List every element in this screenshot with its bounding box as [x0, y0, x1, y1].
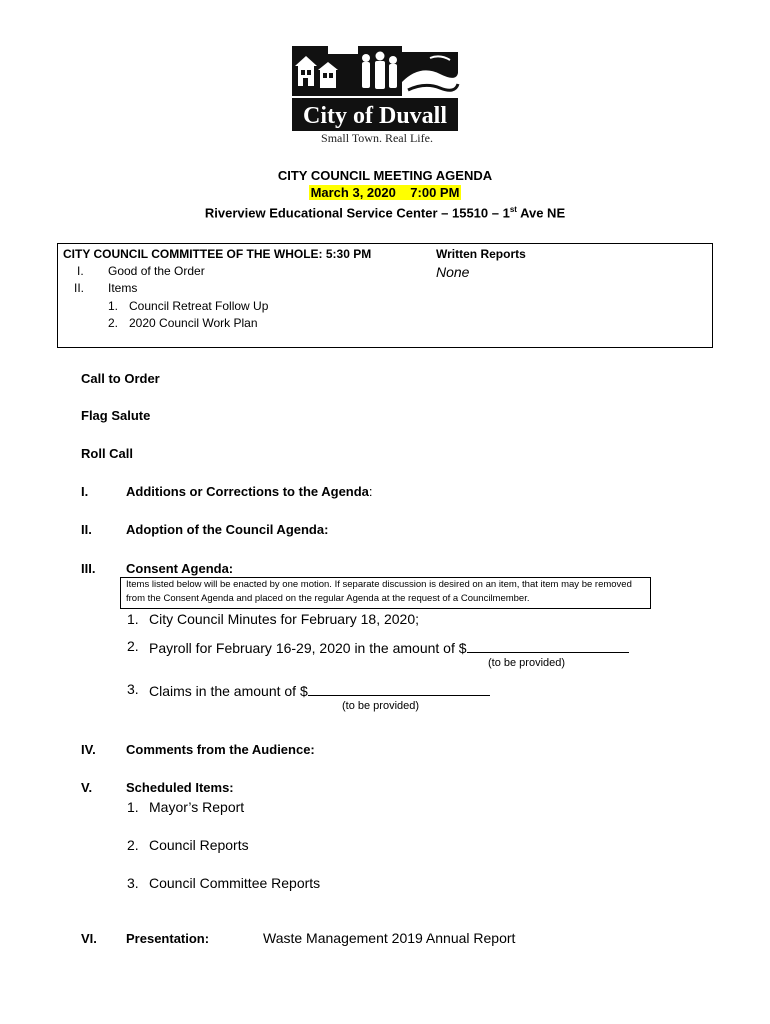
location-end: Ave NE [516, 205, 566, 221]
meeting-date: March 3, 2020 7:00 PM [310, 185, 460, 200]
section-number: III. [81, 561, 96, 576]
section-number: V. [81, 780, 93, 795]
consent-item-label: Payroll for February 16-29, 2020 in the amount of $ [149, 640, 467, 656]
written-reports-label: Written Reports [436, 247, 526, 261]
section-number: VI. [81, 931, 97, 946]
committee-subitem-num: 1. [108, 299, 119, 313]
city-skyline-graphic [290, 44, 462, 134]
scheduled-item-label: Mayor’s Report [149, 799, 245, 815]
scheduled-item-label: Council Reports [149, 837, 249, 853]
presentation-detail: Waste Management 2019 Annual Report [263, 930, 516, 946]
roll-call: Roll Call [81, 446, 134, 461]
section-number: II. [81, 522, 92, 537]
section-title: Adoption of the Council Agenda: [126, 522, 329, 537]
location-superscript: st [509, 205, 517, 214]
section-title: Scheduled Items: [126, 780, 234, 795]
scheduled-item-label: Council Committee Reports [149, 875, 321, 891]
consent-item-payroll [149, 638, 629, 656]
flag-salute: Flag Salute [81, 408, 151, 423]
committee-subitem-label: Council Retreat Follow Up [129, 299, 269, 313]
consent-item-claims [149, 681, 490, 699]
claims-amount-blank [308, 681, 490, 696]
committee-subitem-label: 2020 Council Work Plan [129, 316, 258, 330]
consent-item-num: 2. [127, 638, 139, 654]
section-title: Comments from the Audience: [126, 742, 315, 757]
consent-item-num: 3. [127, 681, 139, 697]
payroll-note: (to be provided) [488, 657, 566, 669]
agenda-title: CITY COUNCIL MEETING AGENDA [277, 168, 493, 183]
consent-agenda-note: Items listed below will be enacted by one motion. If separate discussion is desired on an item, that item may be removed from the Consent Agenda and placed on the regular Agenda at the request of a Councilmember. [120, 577, 651, 609]
call-to-order: Call to Order [81, 371, 160, 386]
section-number: IV. [81, 742, 96, 757]
written-reports-value: None [436, 264, 470, 280]
section-title: Presentation: [126, 931, 210, 946]
section-title [126, 484, 373, 499]
claims-note: (to be provided) [342, 700, 420, 712]
logo-tagline: Small Town. Real Life. [321, 131, 433, 145]
committee-item-num: I. [77, 264, 84, 278]
consent-item-label: Claims in the amount of $ [149, 683, 308, 699]
committee-item-label: Good of the Order [108, 264, 205, 278]
scheduled-item-num: 2. [127, 837, 139, 853]
committee-subitem-num: 2. [108, 316, 119, 330]
meeting-date-line [0, 185, 770, 200]
meeting-location [0, 205, 770, 220]
location-text: Riverview Educational Service Center – 15510 – 1 [204, 205, 510, 221]
payroll-amount-blank [467, 638, 629, 653]
scheduled-item-num: 3. [127, 875, 139, 891]
committee-title: CITY COUNCIL COMMITTEE OF THE WHOLE: 5:30 PM [63, 247, 372, 261]
logo-text: City of Duvall [303, 103, 447, 129]
section-title-text: Additions or Corrections to the Agenda [126, 484, 369, 499]
scheduled-item-num: 1. [127, 799, 139, 815]
consent-item-label: City Council Minutes for February 18, 2020; [149, 611, 420, 627]
section-title: Consent Agenda: [126, 561, 234, 576]
section-title-suffix: : [368, 484, 373, 499]
consent-item-num: 1. [127, 611, 139, 627]
committee-item-num: II. [74, 281, 85, 295]
committee-item-label: Items [108, 281, 138, 295]
section-number: I. [81, 484, 89, 499]
